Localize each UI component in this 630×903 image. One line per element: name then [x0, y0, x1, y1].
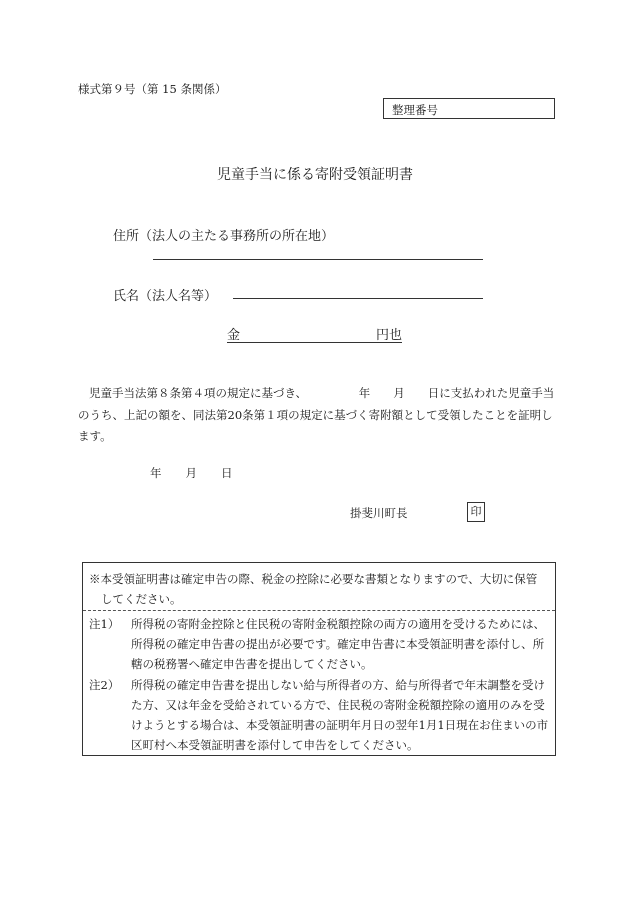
- issuer-title: 掛斐川町長: [350, 506, 408, 520]
- seal-stamp: 印: [467, 502, 485, 522]
- reference-number-label: 整理番号: [392, 103, 438, 117]
- issue-date: [150, 465, 233, 481]
- date-month: 月: [185, 466, 197, 480]
- amount-field[interactable]: [227, 324, 402, 343]
- address-label: 住所（法人の主たる事務所の所在地）: [113, 229, 335, 244]
- certification-text: 児童手当法第８条第４項の規定に基づき、 年 月 日に支払われた児童手当のうち、上記の額を、同法第20条第１項の規定に基づく寄附額として受領したことを証明します。: [78, 386, 555, 443]
- note-item: [89, 614, 549, 674]
- address-field-line[interactable]: [153, 259, 483, 260]
- note-text: 所得税の確定申告書を提出しない給与所得者の方、給与所得者で年末調整を受けた方、又は年金を受給されている方で、住民税の寄附金税額控除の適用のみを受けようとする場合は、本受領証明書の証明年月日の翌年1月1日現在お住まいの市区町村へ本受領証明書を添付して申告をしてください。: [131, 678, 549, 752]
- name-label: 氏名（法人名等）: [113, 289, 218, 304]
- amount-prefix: 金: [227, 328, 241, 343]
- form-number-label: 様式第９号（第 15 条関係）: [78, 82, 227, 96]
- reference-number-box[interactable]: [383, 98, 555, 119]
- note-number: 注2）: [89, 678, 120, 692]
- warning-note: [89, 569, 549, 609]
- date-year: 年: [150, 466, 162, 480]
- date-day: 日: [221, 466, 233, 480]
- note-item: [89, 675, 549, 755]
- notes-divider: [83, 610, 555, 611]
- amount-suffix: 円也: [375, 328, 402, 343]
- warning-line-1: ※本受領証明書は確定申告の際、税金の控除に必要な書類となりますので、大切に保管: [89, 572, 538, 586]
- warning-line-2: してください。: [101, 592, 182, 606]
- notes-box: [82, 562, 556, 756]
- document-title: 児童手当に係る寄附受領証明書: [217, 167, 413, 183]
- name-field-line[interactable]: [233, 298, 483, 299]
- note-number: 注1）: [89, 617, 120, 631]
- note-text: 所得税の寄附金控除と住民税の寄附金税額控除の両方の適用を受けるためには、所得税の確定申告書の提出が必要です。確定申告書に本受領証明書を添付し、所轄の税務署へ確定申告書を提出してください。: [131, 617, 545, 671]
